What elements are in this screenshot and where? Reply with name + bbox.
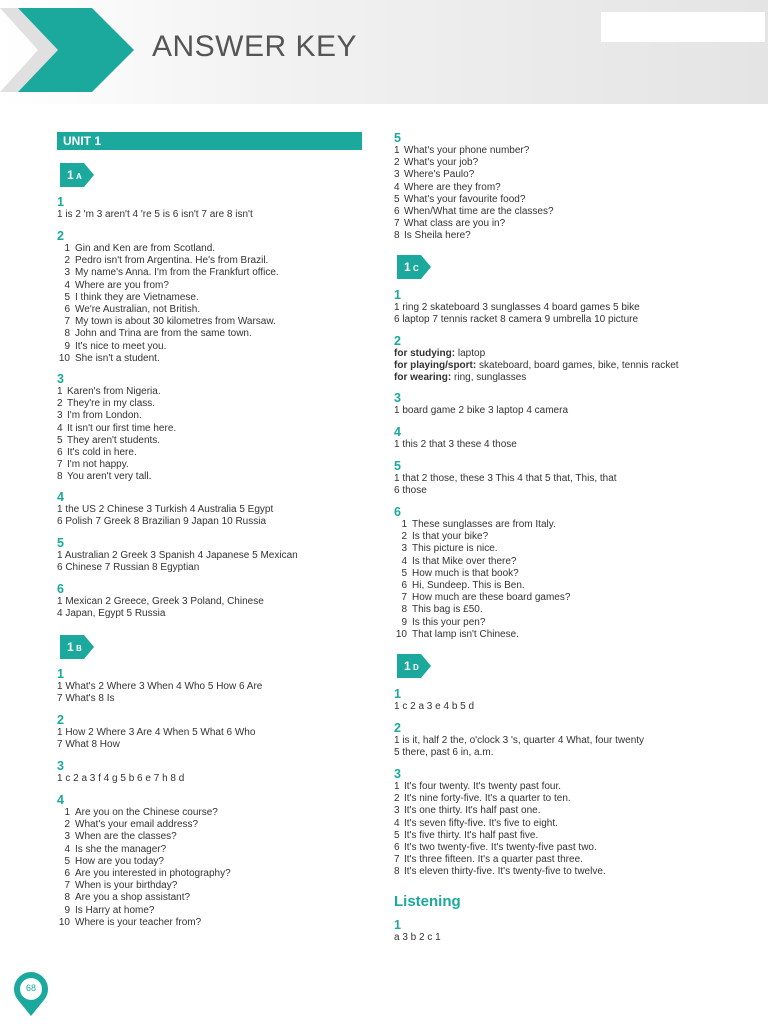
category-value: ring, sunglasses [451,372,527,384]
category-label: for playing/sport: [394,360,477,372]
answer-list [394,145,554,243]
list-item [57,447,176,459]
exercise-number: 6 [394,505,401,519]
unit-heading: UNIT 1 [57,132,362,150]
exercise-1b-3 [57,759,184,785]
exercise-number: 1 [394,288,401,302]
answer-line: 7 What 8 How [57,739,120,751]
exercise-1d-2 [394,721,644,759]
item-number: 7 [64,316,70,328]
item-text: Is Harry at home? [75,904,155,916]
chevron-logo-icon [0,8,140,92]
item-number: 6 [57,447,63,459]
item-text: It's eleven thirty-five. It's twenty-five to twelve. [404,866,606,878]
item-number: 4 [394,817,400,829]
page-number-pin-icon [10,970,52,1018]
exercise-1b-4 [57,793,231,929]
exercise-number: 2 [57,713,64,727]
item-text: That lamp isn't Chinese. [412,628,519,640]
item-text: Where are they from? [404,181,501,193]
list-item [57,328,279,340]
exercise-1a-5 [57,536,298,574]
answer-line: 1 ring 2 skateboard 3 sunglasses 4 board games 5 bike [394,302,640,313]
exercise-1d-3 [394,767,606,879]
list-item [394,169,554,181]
item-text: I'm from London. [67,410,142,422]
exercise-number: 6 [57,582,64,596]
item-number: 2 [394,157,400,169]
item-number: 5 [57,434,63,446]
item-text: It's two twenty-five. It's twenty-five past two. [404,842,597,854]
answer-line: 6 Polish 7 Greek 8 Brazilian 9 Japan 10 Russia [57,516,267,528]
list-item [394,568,570,580]
answer-list [57,386,176,484]
category-value: skateboard, board games, bike, tennis racket [476,360,679,372]
item-text: Pedro isn't from Argentina. He's from Brazil. [75,255,269,267]
list-item [394,145,554,157]
item-text: Karen's from Nigeria. [67,386,161,397]
exercise-number: 1 [394,918,401,932]
item-text: This bag is £50. [412,604,483,616]
exercise-1c-6 [394,505,570,641]
exercise-1b-5 [394,131,554,243]
item-number: 10 [58,916,70,928]
answer-line: 1 Mexican 2 Greece, Greek 3 Poland, Chinese [57,596,264,607]
exercise-1b-2 [57,713,255,751]
item-number: 3 [64,831,70,843]
item-number: 7 [394,854,400,866]
answer-line: 6 laptop 7 tennis racket 8 camera 9 umbrella 10 picture [394,314,639,326]
list-item [394,543,570,555]
item-number: 3 [394,805,400,817]
category-value: laptop [455,348,486,359]
answer-line: 4 Japan, Egypt 5 Russia [57,608,166,620]
svg-text:1: 1 [67,640,74,654]
list-item [394,805,606,817]
item-number: 5 [394,193,400,205]
list-item [394,519,570,531]
exercise-number: 3 [394,767,401,781]
svg-text:A: A [76,172,82,181]
item-number: 2 [64,255,70,267]
header-box [601,12,765,42]
item-text: Are you a shop assistant? [75,892,191,904]
item-text: When/What time are the classes? [404,206,554,218]
item-text: How are you today? [75,855,164,867]
item-text: Hi, Sundeep. This is Ben. [412,580,525,592]
item-number: 5 [64,291,70,303]
exercise-number: 1 [57,667,64,681]
item-text: Is that your bike? [412,531,489,543]
item-text: How much are these board games? [412,592,571,604]
item-number: 8 [57,471,63,483]
answer-line: 6 those [394,485,427,497]
item-text: They're in my class. [67,398,156,410]
list-item [57,831,231,843]
item-number: 6 [401,580,407,592]
list-item [394,157,554,169]
item-number: 5 [401,567,407,579]
exercise-number: 4 [394,425,401,439]
section-badge-1b [60,635,94,659]
item-text: What's your favourite food? [404,193,526,205]
exercise-number: 2 [394,334,401,348]
list-item [57,280,279,292]
answer-line: 1 c 2 a 3 e 4 b 5 d [394,701,475,712]
list-item [57,459,176,471]
exercise-number: 4 [57,793,64,807]
item-number: 8 [64,892,70,904]
item-number: 8 [64,328,70,340]
list-item [57,868,231,880]
item-text: It's three fifteen. It's a quarter past three. [404,854,583,866]
item-text: What class are you in? [404,218,506,230]
page-title: ANSWER KEY [152,30,358,63]
list-item [57,386,176,398]
list-item [57,807,231,819]
list-item [394,866,606,878]
answer-line: 1 that 2 those, these 3 This 4 that 5 that, This, that [394,473,617,484]
item-number: 5 [64,855,70,867]
exercise-1d-1 [394,687,474,713]
item-text: We're Australian, not British. [75,304,201,316]
item-number: 1 [64,243,70,254]
exercise-1a-2 [57,229,279,365]
list-item [57,880,231,892]
item-number: 9 [401,616,407,628]
section-badge-1a [60,163,94,187]
item-number: 3 [64,267,70,279]
item-number: 4 [64,279,70,291]
item-number: 1 [57,386,63,397]
list-item [394,842,606,854]
answer-line: 1 Australian 2 Greek 3 Spanish 4 Japanese 5 Mexican [57,550,298,561]
list-item [394,580,570,592]
item-number: 1 [394,145,400,156]
list-item [57,423,176,435]
list-item [394,629,570,641]
exercise-number: 1 [394,687,401,701]
list-item [394,230,554,242]
item-number: 10 [395,628,407,640]
svg-text:C: C [413,264,419,273]
list-item [57,243,279,255]
item-text: My town is about 30 kilometres from Warsaw. [75,316,276,328]
item-number: 2 [57,398,63,410]
exercise-1b-1 [57,667,262,705]
list-item [57,316,279,328]
item-number: 6 [394,206,400,218]
list-item [394,830,606,842]
answer-list [57,807,231,929]
answer-list [394,519,570,641]
item-text: Is Sheila here? [404,230,471,242]
item-text: I think they are Vietnamese. [75,291,199,303]
exercise-number: 4 [57,490,64,504]
list-item [57,471,176,483]
item-text: When is your birthday? [75,880,178,892]
item-number: 3 [394,169,400,181]
item-number: 2 [401,531,407,543]
item-text: Where's Paulo? [404,169,475,181]
exercise-number: 3 [57,372,64,386]
answer-line: 1 is 2 'm 3 aren't 4 're 5 is 6 isn't 7 are 8 isn't [57,209,253,220]
svg-text:1: 1 [67,168,74,182]
answer-line: 1 What's 2 Where 3 When 4 Who 5 How 6 Are [57,681,263,692]
answer-line: 1 c 2 a 3 f 4 g 5 b 6 e 7 h 8 d [57,773,185,784]
item-number: 6 [64,868,70,880]
list-item [394,218,554,230]
svg-text:B: B [76,644,82,653]
exercise-1a-3 [57,372,176,484]
item-number: 9 [64,904,70,916]
list-item [394,206,554,218]
exercise-number: 2 [394,721,401,735]
section-badge-1d [397,654,431,678]
category-label: for wearing: [394,372,452,384]
item-number: 8 [394,230,400,242]
item-number: 8 [401,604,407,616]
list-item [57,892,231,904]
list-item [394,793,606,805]
answer-list [394,781,606,879]
item-number: 6 [394,842,400,854]
list-item [57,410,176,422]
item-number: 4 [64,843,70,855]
item-text: Are you interested in photography? [75,868,231,880]
item-number: 6 [64,304,70,316]
item-text: These sunglasses are from Italy. [412,519,556,530]
exercise-1c-5 [394,459,617,497]
item-text: It's cold in here. [67,447,137,459]
list-item [57,255,279,267]
exercise-listening-1 [394,918,441,944]
answer-line: 1 this 2 that 3 these 4 those [394,439,517,450]
list-item [394,556,570,568]
exercise-1c-2 [394,334,679,385]
list-item [57,341,279,353]
item-number: 2 [394,793,400,805]
item-text: I'm not happy. [67,459,129,471]
list-item [394,182,554,194]
answer-line: 1 is it, half 2 the, o'clock 3 's, quarter 4 What, four twenty [394,735,645,746]
exercise-number: 5 [394,131,401,145]
page-header [0,0,768,104]
answer-line [394,348,679,360]
list-item [394,194,554,206]
item-number: 4 [394,181,400,193]
svg-text:1: 1 [404,260,411,274]
item-number: 3 [401,543,407,555]
item-text: My name's Anna. I'm from the Frankfurt office. [75,267,279,279]
item-text: It's five thirty. It's half past five. [404,829,539,841]
exercise-number: 1 [57,195,64,209]
answer-line [394,372,679,384]
item-text: Is this your pen? [412,616,486,628]
answer-line: 1 How 2 Where 3 Are 4 When 5 What 6 Who [57,727,256,738]
item-text: Gin and Ken are from Scotland. [75,243,216,254]
item-text: Where is your teacher from? [75,916,202,928]
item-number: 7 [401,592,407,604]
item-number: 4 [401,555,407,567]
list-item [394,604,570,616]
exercise-1c-4 [394,425,517,451]
item-text: It's nice to meet you. [75,340,167,352]
exercise-1c-3 [394,391,568,417]
item-text: When are the classes? [75,831,177,843]
item-number: 7 [394,218,400,230]
item-text: It's four twenty. It's twenty past four. [404,781,562,792]
list-item [394,854,606,866]
category-label: for studying: [394,348,456,359]
list-item [57,856,231,868]
list-item [57,304,279,316]
item-text: How much is that book? [412,567,519,579]
list-item [394,592,570,604]
exercise-1c-1 [394,288,640,326]
item-text: What's your phone number? [404,145,530,156]
list-item [394,617,570,629]
svg-text:D: D [413,663,419,672]
item-number: 2 [64,819,70,831]
listening-heading: Listening [394,893,461,910]
exercise-1a-1 [57,195,253,221]
exercise-number: 3 [57,759,64,773]
answer-line: 7 What's 8 Is [57,693,115,705]
exercise-number: 2 [57,229,64,243]
exercise-1a-6 [57,582,264,620]
answer-line: 1 board game 2 bike 3 laptop 4 camera [394,405,568,416]
exercise-number: 5 [57,536,64,550]
page-number: 68 [25,983,36,993]
answer-line [394,360,679,372]
list-item [57,292,279,304]
item-number: 8 [394,866,400,878]
list-item [57,819,231,831]
item-text: She isn't a student. [75,352,160,364]
item-text: You aren't very tall. [67,471,152,483]
item-text: It's seven fifty-five. It's five to eight. [404,817,558,829]
list-item [394,781,606,793]
item-text: Is she the manager? [75,843,167,855]
list-item [57,267,279,279]
exercise-number: 5 [394,459,401,473]
item-number: 1 [401,519,407,530]
exercise-1a-4 [57,490,273,528]
answer-line: a 3 b 2 c 1 [394,932,441,943]
item-text: It's one thirty. It's half past one. [404,805,541,817]
list-item [57,353,279,365]
list-item [57,435,176,447]
item-text: Are you on the Chinese course? [75,807,218,818]
item-number: 7 [57,459,63,471]
list-item [57,398,176,410]
item-text: What's your email address? [75,819,199,831]
answer-line: 6 Chinese 7 Russian 8 Egyptian [57,562,200,574]
item-text: John and Trina are from the same town. [75,328,252,340]
item-text: It isn't our first time here. [67,422,177,434]
item-text: They aren't students. [67,434,161,446]
item-number: 10 [58,352,70,364]
svg-text:1: 1 [404,659,411,673]
item-number: 5 [394,829,400,841]
list-item [57,844,231,856]
item-text: Where are you from? [75,279,169,291]
answer-line: 5 there, past 6 in, a.m. [394,747,494,759]
answer-line: 1 the US 2 Chinese 3 Turkish 4 Australia 5 Egypt [57,504,274,515]
item-number: 9 [64,340,70,352]
item-text: This picture is nice. [412,543,498,555]
item-number: 1 [394,781,400,792]
item-text: What's your job? [404,157,479,169]
section-badge-1c [397,255,431,279]
list-item [394,818,606,830]
item-number: 4 [57,422,63,434]
answer-list [57,243,279,365]
item-number: 7 [64,880,70,892]
item-number: 3 [57,410,63,422]
list-item [57,905,231,917]
exercise-number: 3 [394,391,401,405]
item-number: 1 [64,807,70,818]
item-text: Is that Mike over there? [412,555,517,567]
list-item [57,917,231,929]
item-text: It's nine forty-five. It's a quarter to ten. [404,793,571,805]
list-item [394,531,570,543]
